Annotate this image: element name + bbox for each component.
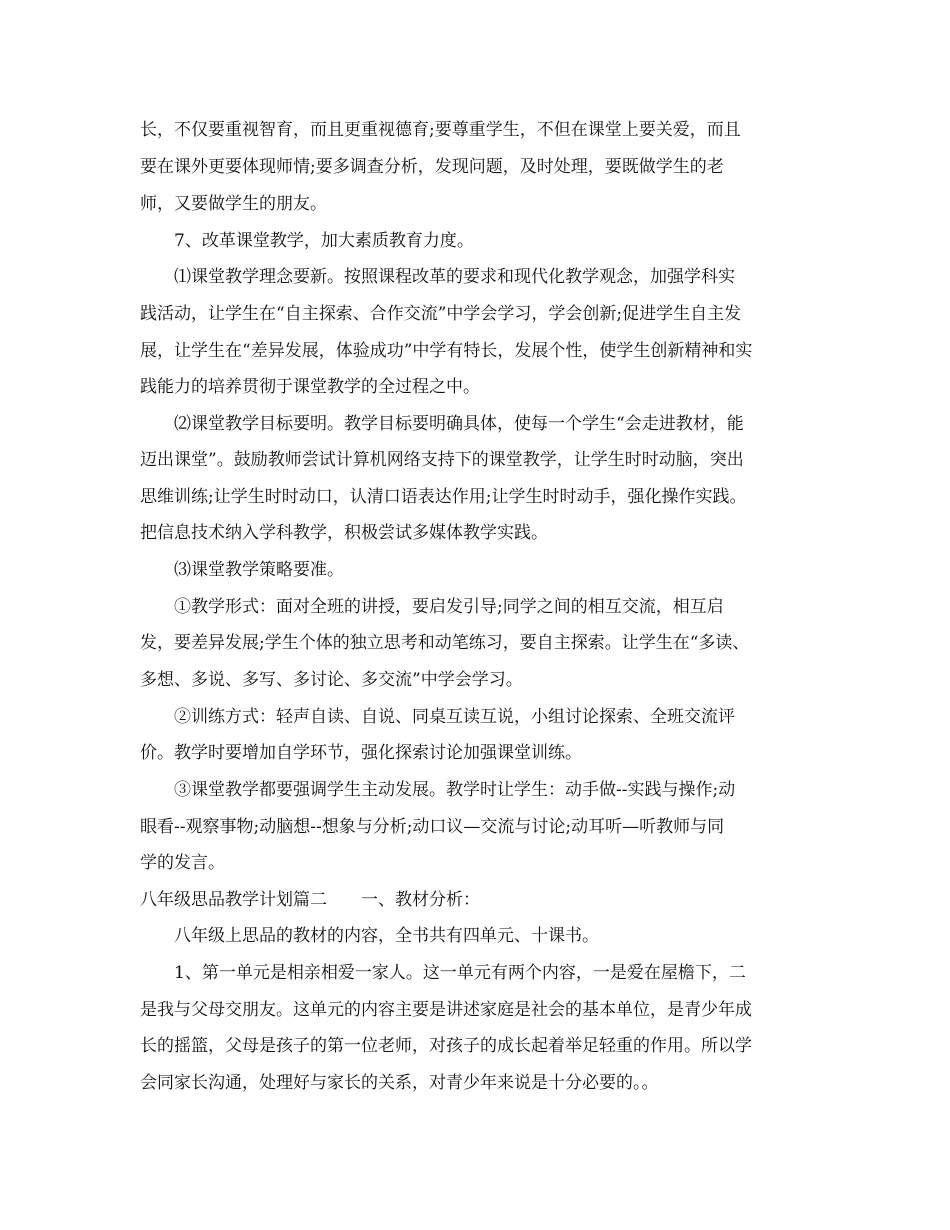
- text-line: 思维训练;让学生时时动口，认清口语表达作用;让学生时时动手，强化操作实践。: [140, 487, 747, 507]
- text-line: 要在课外更要体现师情;要多调查分析，发现问题，及时处理，要既做学生的老: [140, 157, 724, 177]
- text-line: 长的摇篮，父母是孩子的第一位老师，对孩子的成长起着举足轻重的作用。所以学: [140, 1036, 752, 1056]
- text-line: 1、第一单元是相亲相爱一家人。这一单元有两个内容，一是爱在屋檐下，二: [174, 963, 746, 983]
- section-heading: 八年级思品教学计划篇二 一、教材分析：: [140, 890, 480, 910]
- text-line: ①教学形式：面对全班的讲授，要启发引导;同学之间的相互交流，相互启: [174, 597, 724, 617]
- text-line: 学的发言。: [140, 853, 225, 873]
- text-line: 长，不仅要重视智育，而且更重视德育;要尊重学生，不但在课堂上要关爱，而且: [140, 120, 741, 140]
- text-line: ③课堂教学都要强调学生主动发展。教学时让学生：动手做--实践与操作;动: [174, 780, 736, 800]
- text-line: 多想、多说、多写、多讨论、多交流”中学会学习。: [140, 670, 523, 690]
- text-line: ⑴课堂教学理念要新。按照课程改革的要求和现代化教学观念，加强学科实: [174, 267, 735, 287]
- text-line: 师，又要做学生的朋友。: [140, 194, 327, 214]
- text-line: 践能力的培养贯彻于课堂教学的全过程之中。: [140, 377, 480, 397]
- text-line: 八年级上思品的教材的内容，全书共有四单元、十课书。: [174, 926, 599, 946]
- text-line: 会同家长沟通，处理好与家长的关系，对青少年来说是十分必要的。。: [140, 1073, 659, 1093]
- text-line: 价。教学时要增加自学环节，强化探索讨论加强课堂训练。: [140, 743, 582, 763]
- text-line: 迈出课堂”。鼓励教师尝试计算机网络支持下的课堂教学，让学生时时动脑，突出: [140, 450, 744, 470]
- text-line: 是我与父母交朋友。这单元的内容主要是讲述家庭是社会的基本单位，是青少年成: [140, 1000, 752, 1020]
- text-line: 眼看--观察事物;动脑想--想象与分析;动口议—交流与讨论;动耳听—听教师与同: [140, 817, 725, 837]
- text-line: 发，要差异发展;学生个体的独立思考和动笔练习，要自主探索。让学生在“多读、: [140, 633, 750, 653]
- text-line: ②训练方式：轻声自读、自说、同桌互读互说，小组讨论探索、全班交流评: [174, 707, 735, 727]
- text-line: 践活动，让学生在“自主探索、合作交流”中学会学习，学会创新;促进学生自主发: [140, 304, 742, 324]
- text-line: 把信息技术纳入学科教学，积极尝试多媒体教学实践。: [140, 523, 548, 543]
- text-line: ⑵课堂教学目标要明。教学目标要明确具体，使每一个学生“会走进教材，能: [174, 414, 744, 434]
- text-line: ⑶课堂教学策略要准。: [174, 560, 344, 580]
- text-line: 7、改革课堂教学，加大素质教育力度。: [174, 231, 474, 251]
- text-line: 展，让学生在“差异发展，体验成功”中学有特长，发展个性，使学生创新精神和实: [140, 341, 753, 361]
